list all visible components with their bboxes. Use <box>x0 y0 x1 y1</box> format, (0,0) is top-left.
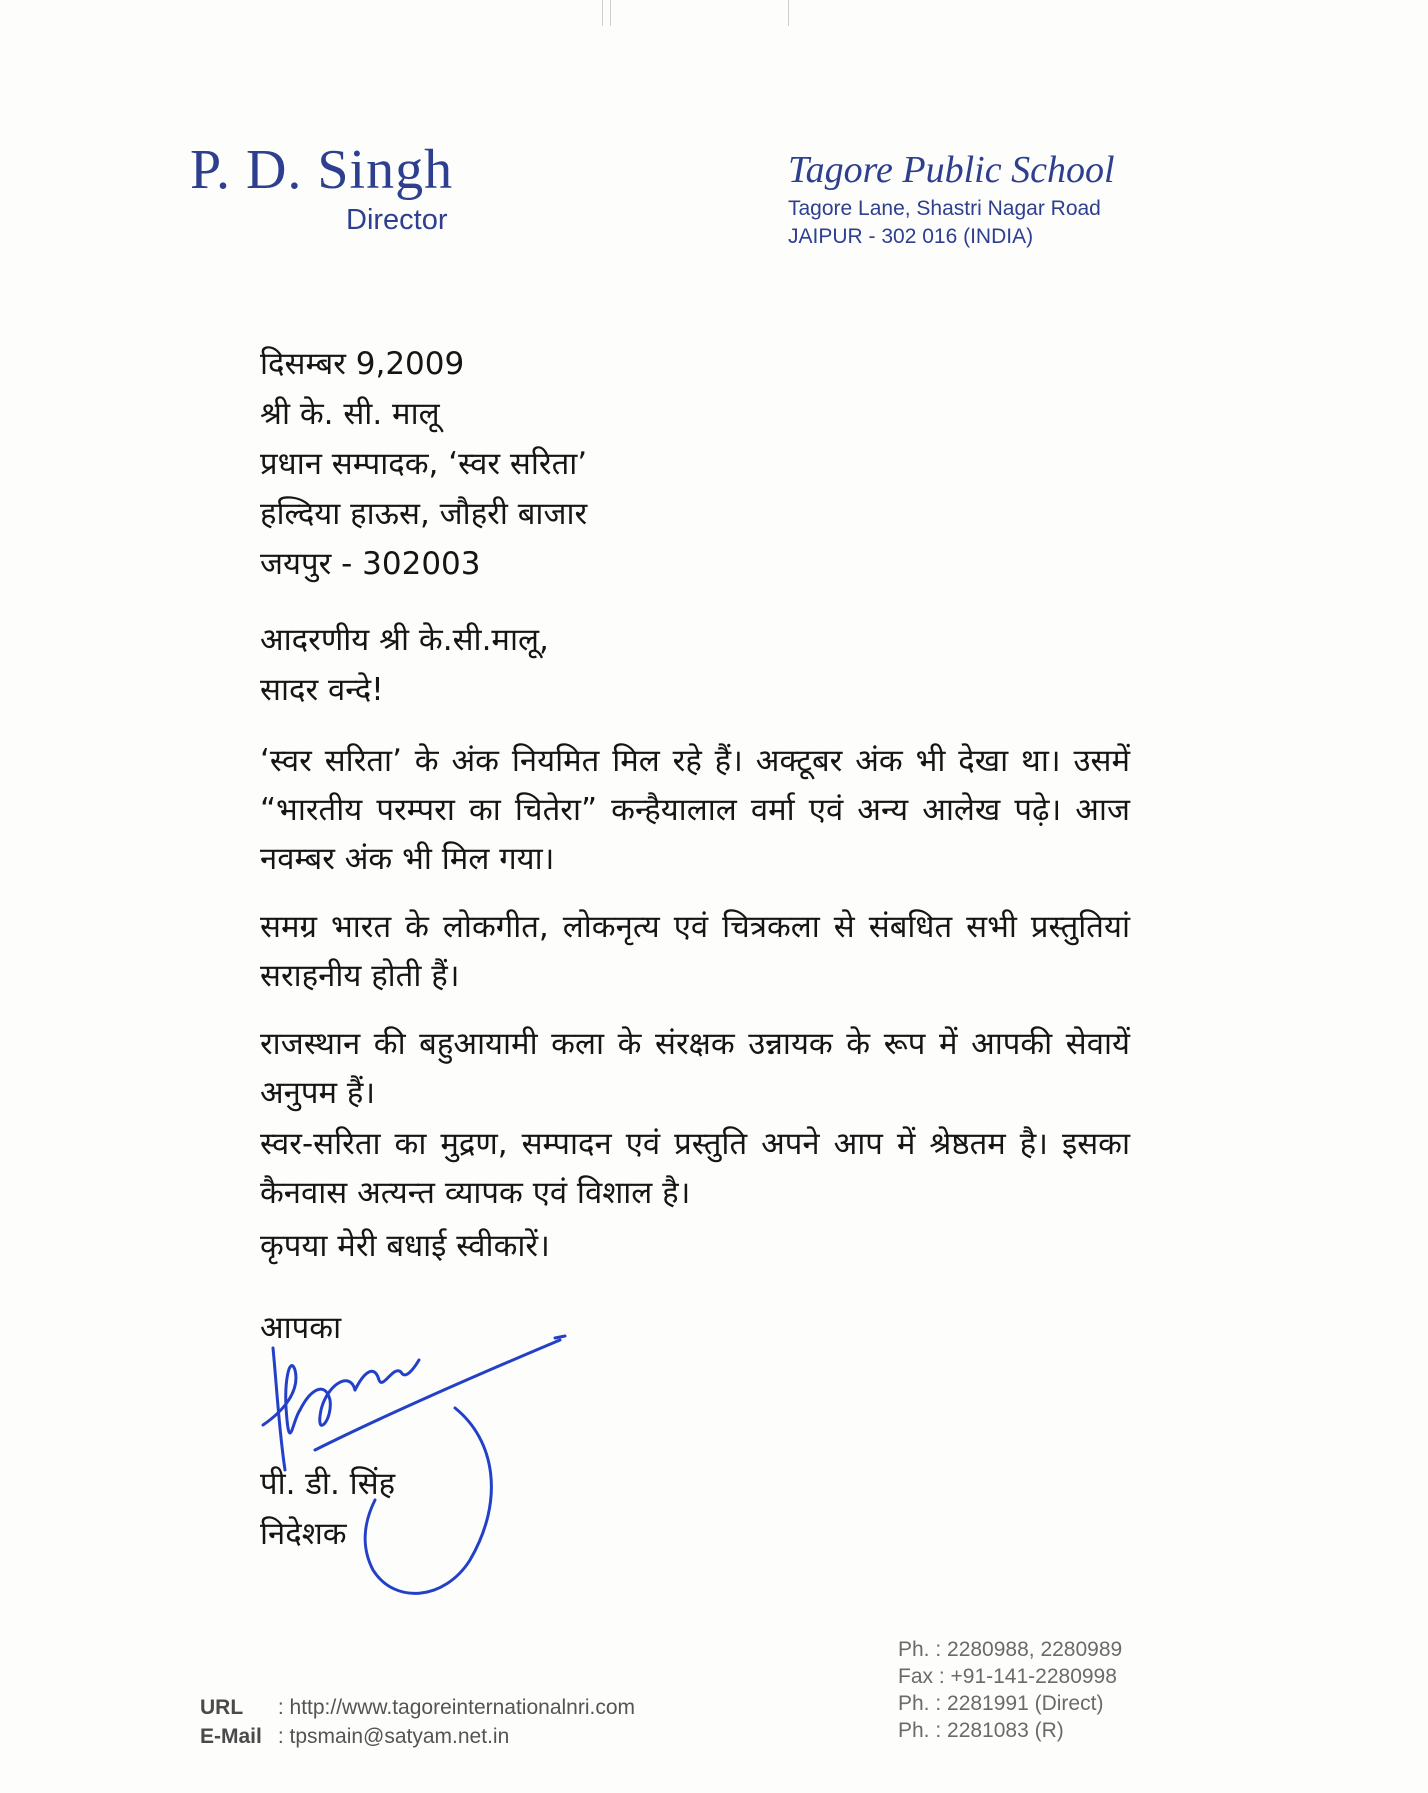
fold-mark <box>610 0 611 26</box>
recipient-city: जयपुर - 302003 <box>260 546 481 582</box>
body-paragraph-1: ‘स्वर सरिता’ के अंक नियमित मिल रहे हैं। अक्टूबर अंक भी देखा था। उसमें “भारतीय परम्परा का चितेरा” कन्हैयालाल वर्मा एवं अन्य आलेख पढ़े। आज नवम्बर अंक भी मिल गया। <box>260 743 1130 877</box>
footer-phone-residence: Ph. : 2281083 (R) <box>898 1719 1064 1742</box>
letter-date: दिसम्बर 9,2009 <box>260 346 465 382</box>
body-paragraph-3: राजस्थान की बहुआयामी कला के संरक्षक उन्नायक के रूप में आपकी सेवायें अनुपम हैं। <box>260 1026 1130 1111</box>
body-paragraph-2: समग्र भारत के लोकगीत, लोकनृत्य एवं चित्रकला से संबधित सभी प्रस्तुतियां सराहनीय होती हैं। <box>260 909 1130 994</box>
salutation: आदरणीय श्री के.सी.मालू, <box>260 622 549 658</box>
footer-phone: Ph. : 2280988, 2280989 <box>898 1638 1123 1661</box>
email-value[interactable]: : tpsmain@satyam.net.in <box>277 1725 510 1748</box>
fold-mark <box>602 0 603 26</box>
letterhead-role: Director <box>346 204 448 236</box>
url-value[interactable]: : http://www.tagoreinternationalnri.com <box>277 1696 636 1719</box>
letterhead-address-line1: Tagore Lane, Shastri Nagar Road <box>788 197 1101 220</box>
signer-title: निदेशक <box>260 1516 347 1552</box>
footer-contacts <box>898 1638 1122 1746</box>
footer-fax: Fax : +91-141-2280998 <box>898 1665 1117 1688</box>
footer-phone-direct: Ph. : 2281991 (Direct) <box>898 1692 1104 1715</box>
letterhead-name: P. D. Singh <box>190 139 454 201</box>
recipient-name: श्री के. सी. मालू <box>260 396 440 432</box>
fold-mark <box>788 0 789 26</box>
url-label: URL <box>200 1696 244 1719</box>
body-paragraph-4: स्वर-सरिता का मुद्रण, सम्पादन एवं प्रस्तुति अपने आप में श्रेष्ठतम है। इसका कैनवास अत्यन्त व्यापक एवं विशाल है। <box>260 1126 1130 1211</box>
email-label: E-Mail <box>200 1725 262 1748</box>
footer-url-row <box>200 1696 635 1725</box>
letterhead-school: Tagore Public School <box>788 149 1115 191</box>
body-paragraph-5: कृपया मेरी बधाई स्वीकारें। <box>260 1228 550 1264</box>
signer-name: पी. डी. सिंह <box>260 1466 396 1502</box>
greeting: सादर वन्दे! <box>260 672 384 708</box>
closing-yours: आपका <box>260 1310 342 1346</box>
footer-email-row <box>200 1725 635 1754</box>
recipient-address: हल्दिया हाऊस, जौहरी बाजार <box>260 496 588 532</box>
letterhead-address-line2: JAIPUR - 302 016 (INDIA) <box>788 225 1034 248</box>
recipient-title: प्रधान सम्पादक, ‘स्वर सरिता’ <box>260 446 588 482</box>
footer-web <box>200 1696 635 1754</box>
